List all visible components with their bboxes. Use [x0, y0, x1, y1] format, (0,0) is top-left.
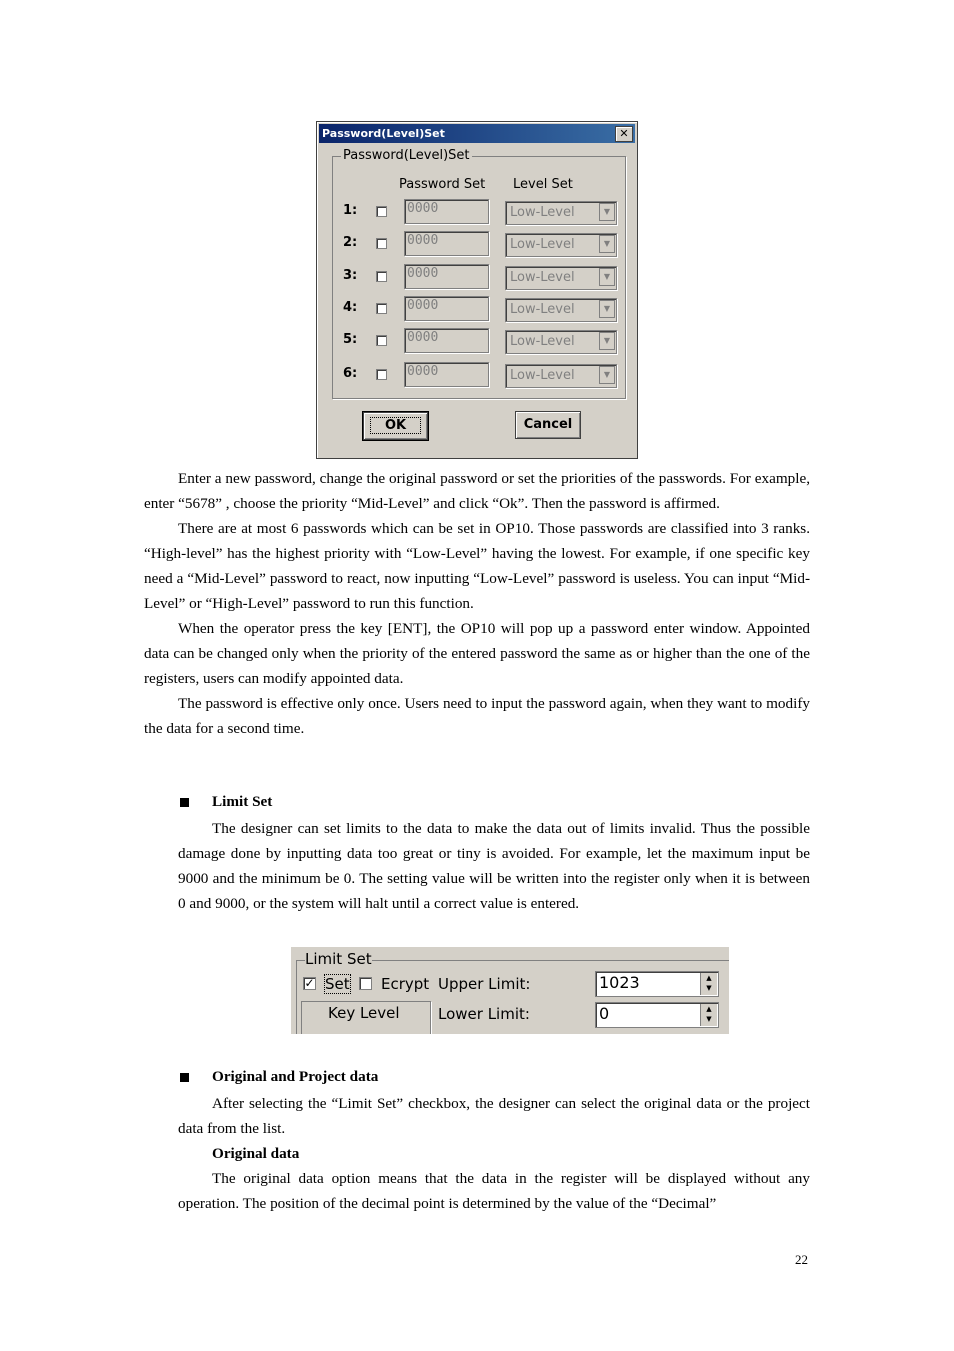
chevron-down-icon[interactable]: ▼: [599, 366, 615, 384]
password-field[interactable]: 0000: [404, 199, 489, 224]
chevron-down-icon[interactable]: ▼: [599, 203, 615, 221]
subheading: Original data: [212, 1145, 300, 1162]
row-checkbox[interactable]: [376, 335, 387, 346]
set-checkbox[interactable]: ✓: [304, 976, 315, 990]
row-number: 2:: [343, 235, 358, 250]
password-field[interactable]: 0000: [404, 328, 489, 353]
ok-button[interactable]: [363, 412, 428, 440]
bullet-square-icon: [180, 1073, 189, 1082]
chevron-down-icon[interactable]: ▼: [599, 268, 615, 286]
spin-arrows-icon[interactable]: ▲ ▼: [700, 973, 717, 995]
level-value: Low-Level: [510, 302, 575, 317]
encrypt-label: Ecrypt: [381, 975, 430, 993]
row-number: 5:: [343, 332, 358, 347]
level-value: Low-Level: [510, 270, 575, 285]
level-value: Low-Level: [510, 334, 575, 349]
level-dropdown[interactable]: [505, 266, 617, 290]
chevron-down-icon[interactable]: ▼: [599, 332, 615, 350]
level-dropdown[interactable]: [505, 233, 617, 257]
level-value: Low-Level: [510, 237, 575, 252]
row-checkbox[interactable]: [376, 206, 387, 217]
dialog-title: Password(Level)Set: [322, 127, 445, 140]
section-heading: Limit Set: [212, 793, 273, 810]
row-checkbox[interactable]: [376, 238, 387, 249]
password-row: [317, 264, 639, 292]
paragraph: The original data option means that the data in the register will be displayed without any operation. The position of the decimal point is determined by the value of the “Decimal”: [178, 1170, 810, 1212]
password-row: [317, 362, 639, 390]
paragraph: When the operator press the key [ENT], the OP10 will pop up a password enter window. Appointed data can be changed only when the priority of the entered password the same as or higher than the one of the registers, users can modify appointed data.: [144, 620, 810, 687]
limit-set-title: Limit Set: [305, 950, 372, 968]
row-number: 6:: [343, 366, 358, 381]
dialog-title-bar: [319, 124, 635, 143]
password-field[interactable]: 0000: [404, 362, 489, 387]
password-field[interactable]: 0000: [404, 264, 489, 289]
section-heading: Original and Project data: [212, 1068, 379, 1085]
level-set-header: Level Set: [513, 177, 573, 192]
upper-limit-input[interactable]: [595, 971, 719, 997]
spin-arrows-icon[interactable]: ▲ ▼: [700, 1004, 717, 1026]
row-number: 3:: [343, 268, 358, 283]
level-dropdown[interactable]: [505, 364, 617, 388]
row-number: 4:: [343, 300, 358, 315]
password-level-set-dialog: [316, 121, 638, 459]
cancel-button[interactable]: Cancel: [515, 411, 581, 439]
row-checkbox[interactable]: [376, 303, 387, 314]
level-value: Low-Level: [510, 368, 575, 383]
upper-limit-value: 1023: [599, 973, 640, 992]
paragraph: Enter a new password, change the original password or set the priorities of the passwords. For example, enter “5678” , choose the priority “Mid-Level” and click “Ok”. Then the password is affirmed.: [144, 470, 810, 512]
password-set-header: Password Set: [399, 177, 486, 192]
level-dropdown[interactable]: [505, 330, 617, 354]
group-label: Password(Level)Set: [343, 148, 470, 163]
bullet-square-icon: [180, 798, 189, 807]
close-icon[interactable]: ✕: [615, 126, 633, 142]
paragraph: The designer can set limits to the data to make the data out of limits invalid. Thus the possible damage done by inputting data too great or tiny is avoided. For example, let the maximum input be 9000 and the minimum be 0. The setting value will be written into the register only when it is between 0 and 9000, or the system will halt until a correct value is entered.: [178, 820, 810, 912]
set-label: Set: [325, 975, 350, 993]
paragraph: After selecting the “Limit Set” checkbox, the designer can select the original data or the project data from the list.: [178, 1095, 810, 1137]
lower-limit-input[interactable]: [595, 1002, 719, 1028]
encrypt-checkbox[interactable]: [359, 977, 372, 990]
ok-label: OK: [370, 417, 421, 434]
password-row: [317, 296, 639, 324]
level-value: Low-Level: [510, 205, 575, 220]
upper-limit-label: Upper Limit:: [438, 975, 531, 993]
key-level-label: Key Level: [328, 1004, 400, 1022]
lower-limit-label: Lower Limit:: [438, 1005, 530, 1023]
chevron-down-icon[interactable]: ▼: [599, 235, 615, 253]
body-paragraphs: [144, 466, 810, 741]
limit-set-panel: [291, 947, 729, 1034]
row-checkbox[interactable]: [376, 369, 387, 380]
password-row: [317, 199, 639, 227]
password-row: [317, 231, 639, 259]
row-checkbox[interactable]: [376, 271, 387, 282]
page-number: 22: [795, 1252, 808, 1267]
lower-limit-value: 0: [599, 1004, 610, 1023]
paragraph: There are at most 6 passwords which can be set in OP10. Those passwords are classified into 3 ranks. “High-level” has the highest priority with “Low-Level” having the lowest. For example, if one specific key need a “Mid-Level” password to react, now inputting “Low-Level” password is useless. You can input “Mid-Level” or “High-Level” password to run this function.: [144, 520, 810, 612]
level-dropdown[interactable]: [505, 298, 617, 322]
chevron-down-icon[interactable]: ▼: [599, 300, 615, 318]
password-row: [317, 328, 639, 356]
level-dropdown[interactable]: [505, 201, 617, 225]
password-field[interactable]: 0000: [404, 231, 489, 256]
row-number: 1:: [343, 203, 358, 218]
paragraph: The password is effective only once. Users need to input the password again, when they want to modify the data for a second time.: [144, 695, 810, 737]
password-field[interactable]: 0000: [404, 296, 489, 321]
